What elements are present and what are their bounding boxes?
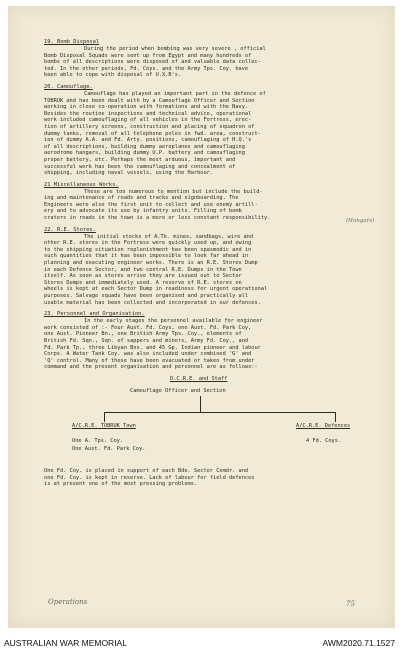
document-page <box>8 6 395 628</box>
section-title: 22. R.E. Stores. <box>44 226 96 233</box>
text-line: been able to cope with disposal of U.X.B's. <box>44 72 182 79</box>
text-line: is at present one of the most pressing problems. <box>44 481 198 488</box>
text-line: ery and to advocate its use by infantry units. Filling of bomb <box>44 208 242 215</box>
text-line: 'Q' control. Many of these have been evacuated or taken from under <box>44 357 255 364</box>
text-line: Bomb Disposal Squads were sent up from Egypt and many hundreds of <box>44 52 252 59</box>
closing-paragraph <box>44 468 379 488</box>
text-line: working in close co-operation with formations and with the Navy. <box>44 104 249 111</box>
text-line: bombs of all descriptions were disposed of and valuable data collec- <box>44 59 261 66</box>
text-line: of all descriptions, building dummy aeroplanes and camouflaging <box>44 143 245 150</box>
section-title: 23. Personnel and Organisation. <box>44 311 145 318</box>
text-line: command and the present organisation and personnel are as follows:- <box>44 364 258 371</box>
text-line: The initial stocks of A.Tk. mines, sandbags, wire and <box>84 233 254 240</box>
text-line: work consisted of :- Four Aust. Fd. Coys, one Aust. Fd. Park Coy, <box>44 324 252 331</box>
text-line: These are too numerous to mention but include the build- <box>84 188 263 195</box>
text-line: to the shipping situation replenishment has been spasmodic and in <box>44 246 252 253</box>
text-line: shipping, including naval vessels, using the Harbour. <box>44 170 214 177</box>
org-chart <box>44 376 379 468</box>
connector-line <box>335 412 336 422</box>
connector-line <box>200 396 201 412</box>
text-line: ion of dummy A.A. and Fd. Arty. positions, camouflaging of H.Q.'s <box>44 137 252 144</box>
text-line: wheels is kept at each Sector Dump in readiness for urgent operational <box>44 286 268 293</box>
text-line: dummy tanks, removal of all telephone poles in fwd. area, construct- <box>44 130 261 137</box>
text-line: Engineers were also the first unit to collect and use enemy artill- <box>44 201 258 208</box>
org-chart-top: D.C.R.E. and Staff <box>170 375 228 382</box>
text-line: Corps. A Water Tank Coy. was also included under combined 'G' and <box>44 351 252 358</box>
text-line: aerodrome hangars, building dummy U.P. battery and camouflaging <box>44 150 245 157</box>
text-line: one Aust. Pioneer Bn., one British Army Tps. Coy., elements of <box>44 331 242 338</box>
connector-line <box>104 412 336 413</box>
text-line: Besides the routine inspections and technical advice, operational <box>44 110 252 117</box>
footer-accession-number: AWM2020.71.1527 <box>322 638 395 648</box>
text-line: craters in roads in the town is a more or less constant responsibility. <box>44 215 271 222</box>
text-line: ing and maintenance of roads and tracks and signboarding. The <box>44 195 239 202</box>
org-chart-right-item: 4 Fd. Coys. <box>306 437 342 444</box>
text-line: planning and executing engineer works. There is an R.E. Stores Dump <box>44 260 258 267</box>
pencil-page-number: 75 <box>346 600 355 608</box>
footer-institution: AUSTRALIAN WAR MEMORIAL <box>4 638 127 648</box>
org-chart-left-item: One A. Tps. Coy. <box>72 437 124 444</box>
text-line: tion of artillery screens, construction and placing of squadron of <box>44 123 255 130</box>
section-paragraph <box>44 318 379 371</box>
org-chart-camouflage: Camouflage Officer and Section <box>130 387 226 394</box>
text-line: in each Defence Sector, and two central R.E. Dumps in the Town <box>44 266 242 273</box>
section-paragraph <box>44 91 379 177</box>
pencil-note-operations: Operations <box>48 598 88 606</box>
margin-note: (Hangars) <box>346 218 375 224</box>
text-line: work included camouflaging of all vehicles in the Fortress, erec- <box>44 117 252 124</box>
text-line: one Fd. Coy. is kept in reserve. Lack of labour for field defences <box>44 474 255 481</box>
text-line: usable material has been collected and incorporated in our defences. <box>44 299 261 306</box>
text-line: One Fd. Coy. is placed in support of each Bde. Sector Comdr. and <box>44 467 249 474</box>
section-title: 21 Miscellaneous Works. <box>44 181 119 188</box>
text-line: purposes. Salvage squads have been organised and practically all <box>44 293 249 299</box>
text-line: In the early stages the personnel available for engineer <box>84 318 263 325</box>
section-paragraph <box>44 234 379 307</box>
text-line: Stores Dumps and immediately used. A reserve of R.E. stores on <box>44 279 242 286</box>
document-body <box>44 39 379 493</box>
text-line: successful work has been the camouflaging and concealment of <box>44 163 236 170</box>
section-paragraph <box>44 189 379 222</box>
text-line: During the period when bombing was very severe , official <box>84 46 266 52</box>
org-chart-left-head: A/C.R.E. TOBRUK Town <box>72 422 136 429</box>
text-line: other R.E. stores in the Fortress were quickly used up, and owing <box>44 240 252 247</box>
org-chart-left-item: One Aust. Fd. Park Coy. <box>72 445 146 452</box>
text-line: British Fd. Sqn., Sqn. of sappers and miners, Army Fd. Coy., and <box>44 337 249 344</box>
text-line: Fd. Park Tp., three Libyan Bns. and 45 Gp. Indian pioneer and labour <box>44 344 261 351</box>
text-line: Camouflage has played an important part in the defence of <box>84 90 266 97</box>
text-line: TOBRUK and has been dealt with by a Camouflage Officer and Section <box>44 97 255 104</box>
text-line: such quantities that it has been impossible to look far ahead in <box>44 253 249 260</box>
section-title: 20. Camouflage. <box>44 83 93 90</box>
connector-line <box>104 412 105 422</box>
text-line: proper battery, etc. Perhaps the most arduous, important and <box>44 156 236 163</box>
org-chart-right-head: A/C.R.E. Defences <box>296 422 351 429</box>
text-line: ted. In the other periods, Fd. Coys. and the Army Tps. Coy. have <box>44 65 249 72</box>
section-paragraph <box>44 46 379 79</box>
text-line: itself. As soon as stores arrive they are issued out to Sector <box>44 273 242 280</box>
section-title: 19. Bomb Disposal <box>44 39 100 45</box>
